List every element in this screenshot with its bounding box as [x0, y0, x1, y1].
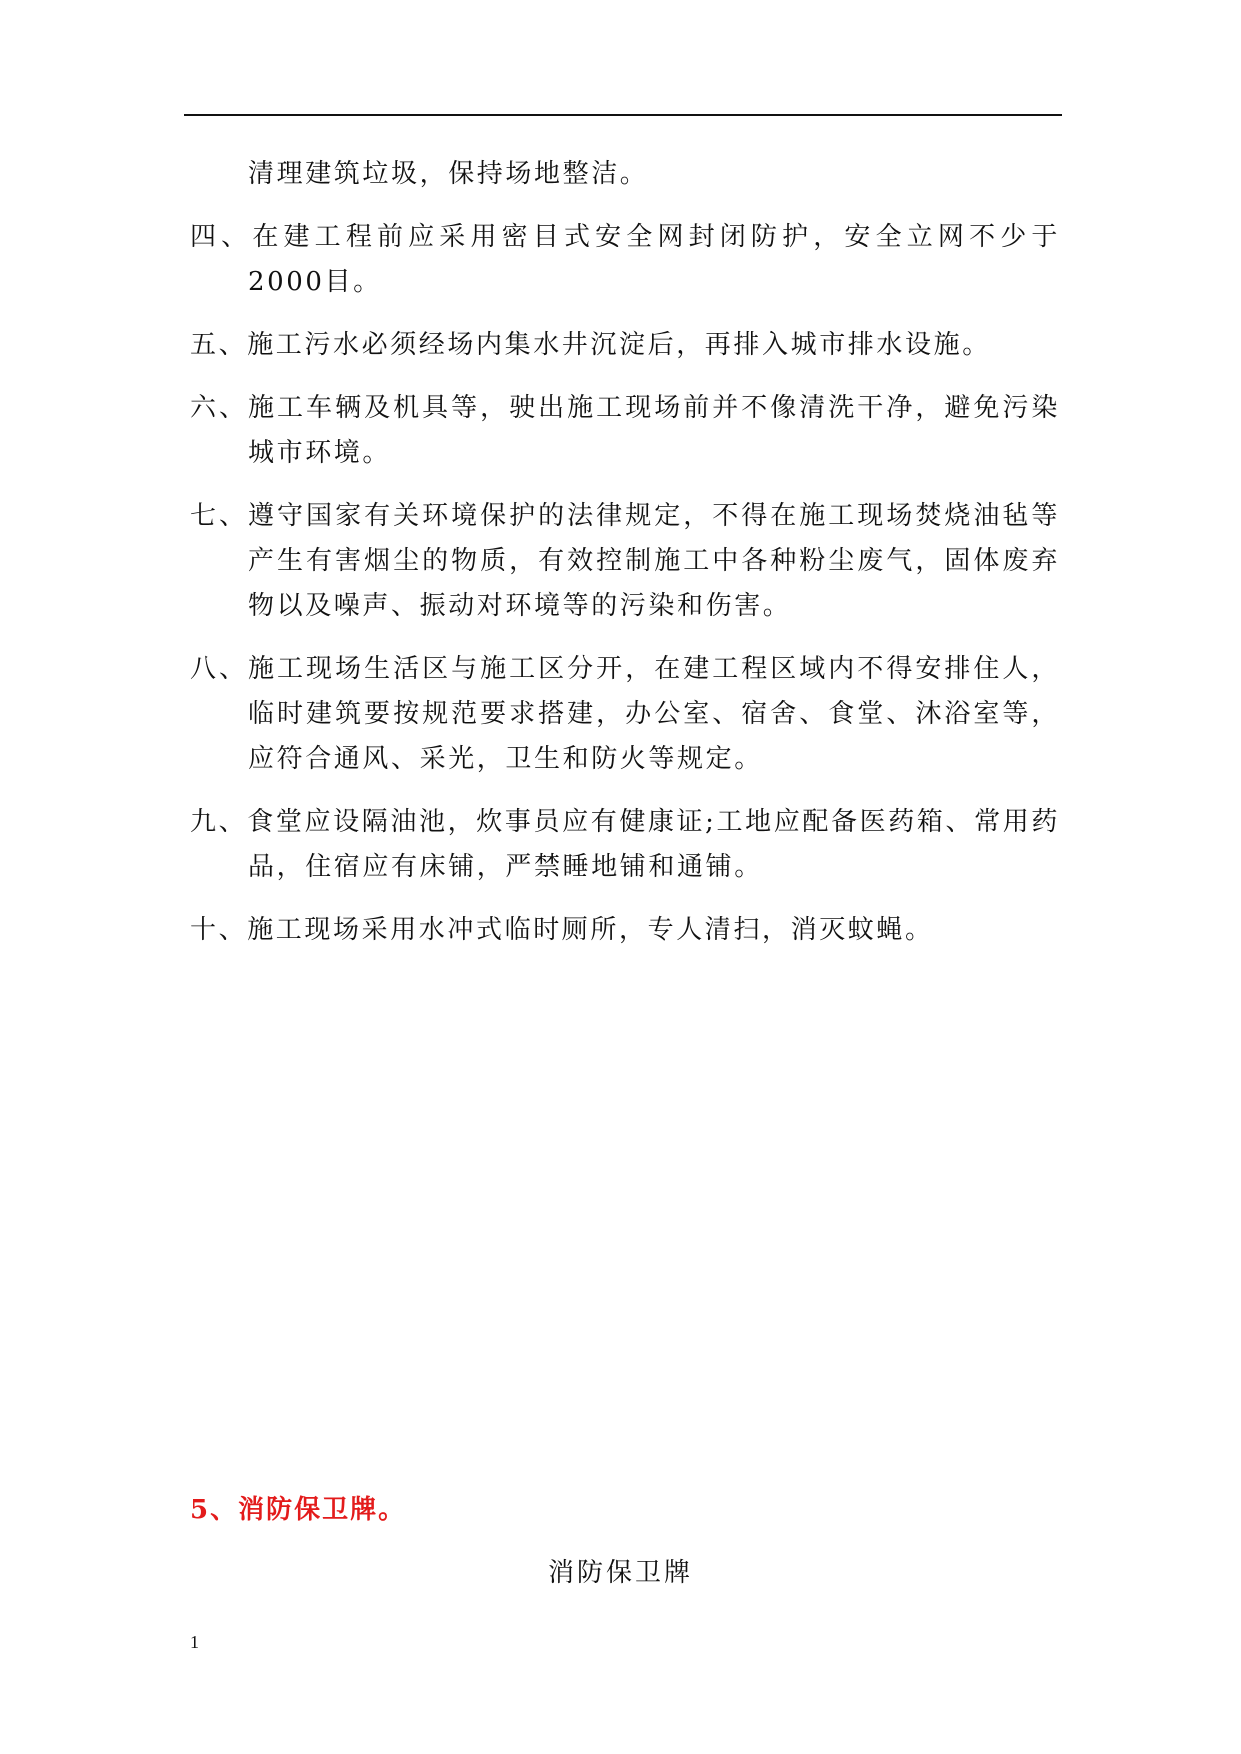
list-item: 五、施工污水必须经场内集水井沉淀后，再排入城市排水设施。	[190, 330, 991, 360]
page-number: 1	[190, 1632, 199, 1652]
list-item: 七、遵守国家有关环境保护的法律规定，不得在施工现场焚烧油毡等产生有害烟尘的物质，有效控制施工中各种粉尘废气，固体废弃物以及噪声、振动对环境等的污染和伤害。	[190, 501, 1060, 621]
document-body	[190, 152, 1060, 971]
list-item: 六、施工车辆及机具等，驶出施工现场前并不像清洗干净，避免污染城市环境。	[190, 393, 1060, 468]
sign-title: 消防保卫牌	[547, 1558, 693, 1588]
section-heading: 5、消防保卫牌。	[190, 1495, 407, 1525]
list-item: 九、食堂应设隔油池，炊事员应有健康证;工地应配备医药箱、常用药品，住宿应有床铺，严禁睡地铺和通铺。	[190, 807, 1060, 882]
list-item: 八、施工现场生活区与施工区分开，在建工程区域内不得安排住人，临时建筑要按规范要求搭建，办公室、宿舍、食堂、沐浴室等，应符合通风、采光，卫生和防火等规定。	[190, 654, 1060, 774]
list-item: 十、施工现场采用水冲式临时厕所，专人清扫，消灭蚊蝇。	[190, 915, 934, 945]
header-rule	[184, 114, 1062, 116]
list-item: 四、在建工程前应采用密目式安全网封闭防护，安全立网不少于2000目。	[190, 222, 1060, 297]
continuation-paragraph: 清理建筑垃圾，保持场地整洁。	[248, 159, 649, 189]
